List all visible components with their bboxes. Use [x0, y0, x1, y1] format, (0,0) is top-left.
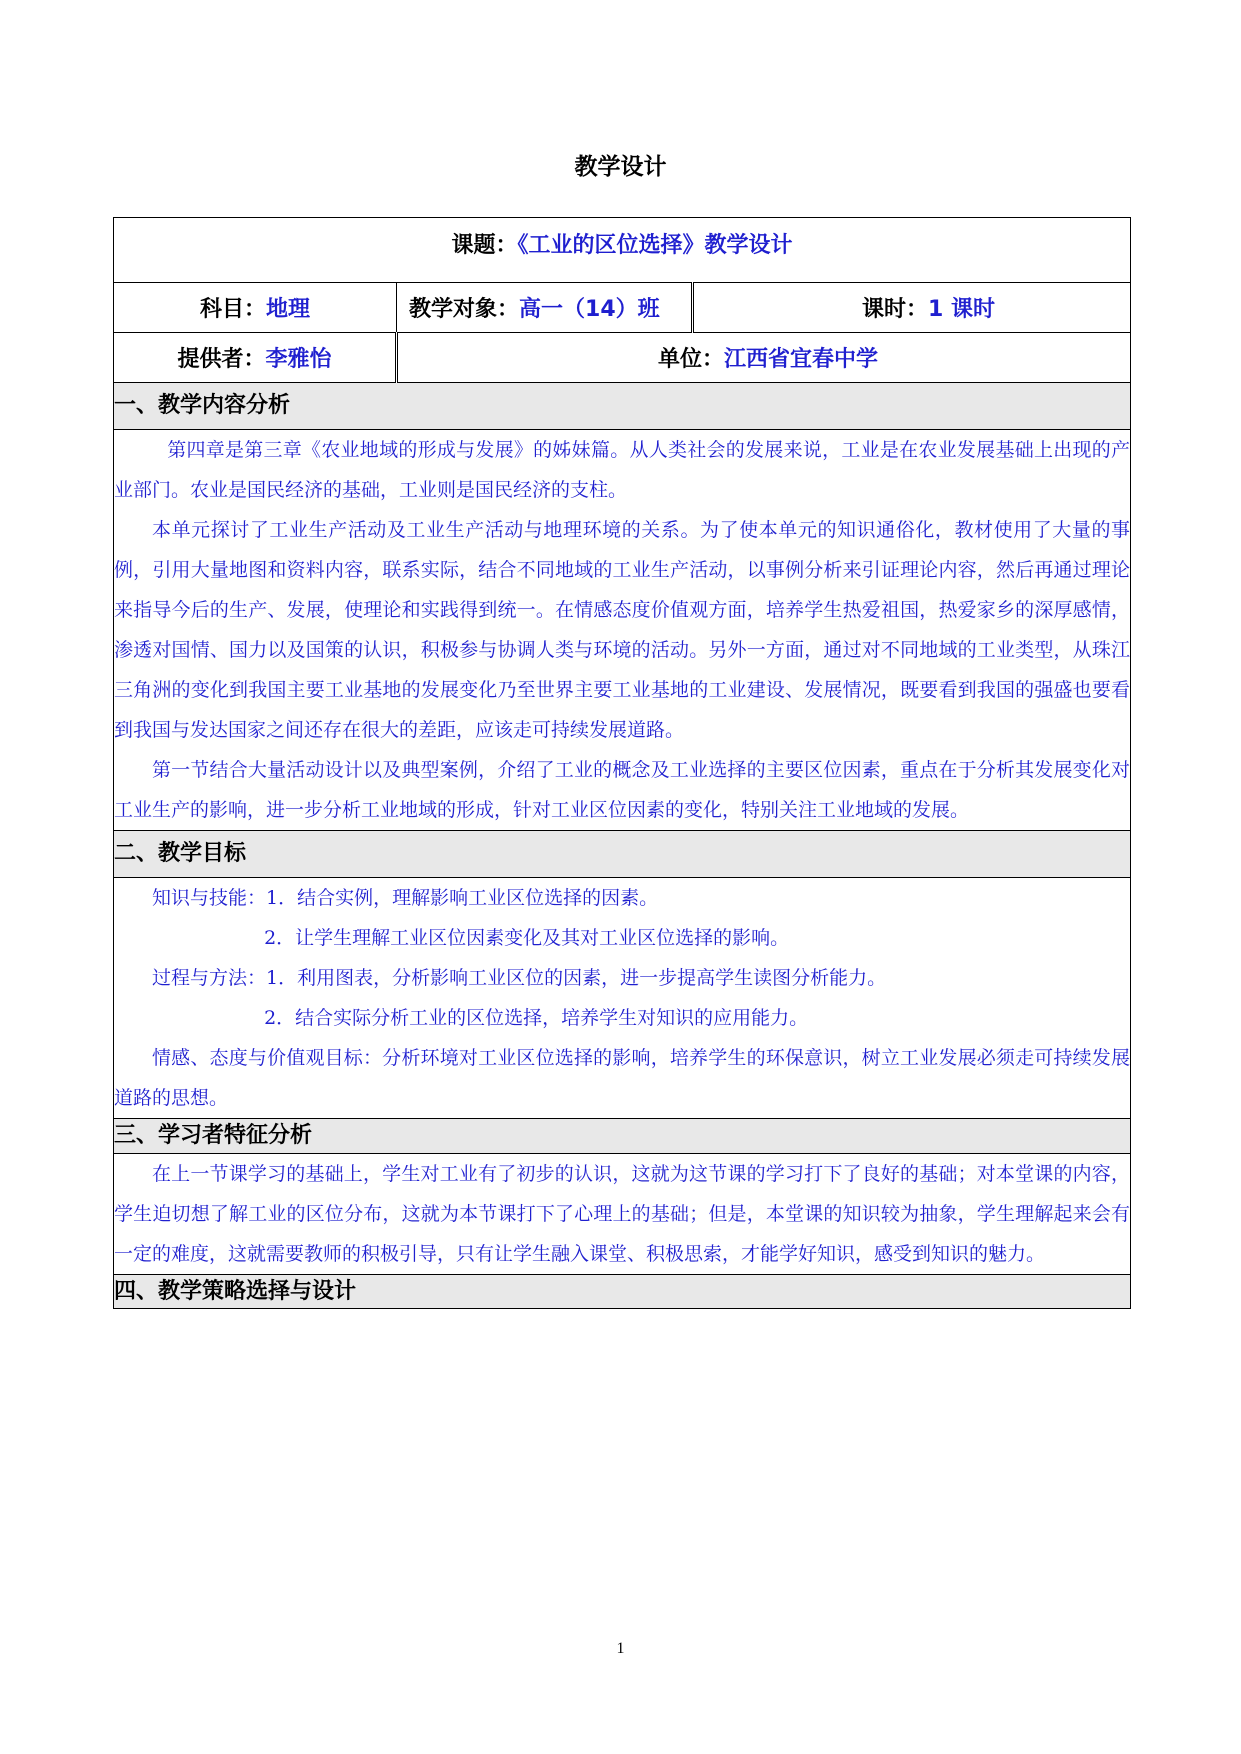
topic-label: 课题：: [451, 233, 518, 258]
subject-label: 科目：: [199, 297, 266, 322]
topic-value: 《工业的区位选择》教学设计: [517, 233, 793, 258]
content-analysis-paragraph: 本单元探讨了工业生产活动及工业生产活动与地理环境的关系。为了使本单元的知识通俗化，教材使用了大量的事例，引用大量地图和资料内容，联系实际，结合不同地域的工业生产活动，以事例分析来引证理论内容，然后再通过理论来指导今后的生产、发展，使理论和实践得到统一。在情感态度价值观方面，培养学生热爱祖国，热爱家乡的深厚感情，渗透对国情、国力以及国策的认识，积极参与协调人类与环境的活动。另外一方面，通过对不同地域的工业类型，从珠江三角洲的变化到我国主要工业基地的发展变化乃至世界主要工业基地的工业建设、发展情况，既要看到我国的强盛也要看到我国与发达国家之间还存在很大的差距，应该走可持续发展道路。: [114, 519, 1131, 741]
subject-value: 地理: [266, 297, 311, 322]
document-title: 教学设计: [574, 154, 667, 180]
goal-process-2: 2．结合实际分析工业的区位选择，培养学生对知识的应用能力。: [264, 1007, 809, 1029]
content-analysis-body: [114, 430, 1131, 831]
topic-cell: [114, 218, 1131, 283]
content-analysis-paragraph: 第一节结合大量活动设计以及典型案例，介绍了工业的概念及工业选择的主要区位因素，重点在于分析其发展变化对工业生产的影响，进一步分析工业地域的形成，针对工业区位因素的变化，特别关注工业地域的发展。: [114, 759, 1131, 821]
goal-knowledge-2: 2．让学生理解工业区位因素变化及其对工业区位选择的影响。: [264, 927, 790, 949]
learner-analysis-body: [114, 1154, 1131, 1275]
provider-cell: [114, 333, 397, 383]
section-title-strategy: 四、教学策略选择与设计: [114, 1275, 1131, 1309]
audience-cell: [397, 283, 693, 333]
goal-knowledge-1: 知识与技能：1．结合实例，理解影响工业区位选择的因素。: [152, 887, 659, 909]
section-title-content-analysis: 一、教学内容分析: [114, 383, 1131, 430]
hours-cell: [693, 283, 1131, 333]
lesson-plan-table: [113, 217, 1131, 1309]
provider-label: 提供者：: [177, 347, 266, 372]
provider-value: 李雅怡: [265, 347, 332, 372]
hours-value: 1 课时: [928, 297, 995, 322]
learner-analysis-paragraph: 在上一节课学习的基础上，学生对工业有了初步的认识，这就为这节课的学习打下了良好的基础；对本堂课的内容，学生迫切想了解工业的区位分布，这就为本节课打下了心理上的基础；但是，本堂课的知识较为抽象，学生理解起来会有一定的难度，这就需要教师的积极引导，只有让学生融入课堂、积极思索，才能学好知识，感受到知识的魅力。: [114, 1163, 1131, 1265]
unit-label: 单位：: [658, 347, 725, 372]
hours-label: 课时：: [862, 297, 929, 322]
page-number: 1: [616, 1640, 625, 1657]
goal-attitude: 情感、态度与价值观目标：分析环境对工业区位选择的影响，培养学生的环保意识，树立工业发展必须走可持续发展道路的思想。: [114, 1047, 1131, 1109]
audience-value: 高一（14）班: [519, 297, 660, 322]
unit-cell: [397, 333, 1131, 383]
section-title-teaching-goals: 二、教学目标: [114, 831, 1131, 878]
teaching-goals-body: [114, 878, 1131, 1119]
section-title-learner-analysis: 三、学习者特征分析: [114, 1119, 1131, 1154]
goal-process-1: 过程与方法：1．利用图表，分析影响工业区位的因素，进一步提高学生读图分析能力。: [152, 967, 887, 989]
content-analysis-paragraph: 第四章是第三章《农业地域的形成与发展》的姊妹篇。从人类社会的发展来说，工业是在农业发展基础上出现的产业部门。农业是国民经济的基础，工业则是国民经济的支柱。: [114, 439, 1131, 501]
audience-label: 教学对象：: [409, 297, 520, 322]
unit-value: 江西省宜春中学: [724, 347, 879, 372]
subject-cell: [114, 283, 397, 333]
